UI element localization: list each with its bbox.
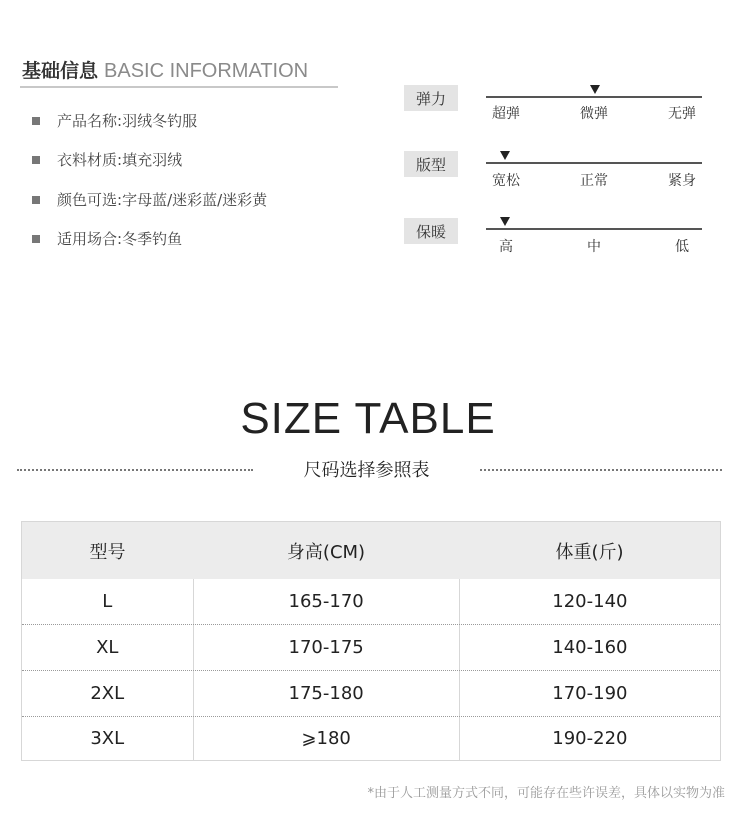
- dotted-divider-left: [17, 469, 253, 471]
- attr-label-warmth: 保暖: [404, 218, 458, 244]
- info-item-value: 羽绒冬钓服: [122, 112, 198, 130]
- basic-info-underline: [20, 86, 338, 88]
- cell-model: 2XL: [90, 683, 125, 704]
- info-item-material: [32, 149, 182, 170]
- table-row: [22, 671, 720, 716]
- cell-height: 165-170: [193, 579, 460, 624]
- bullet-icon: [32, 196, 40, 204]
- attr-options-warmth: [476, 236, 712, 256]
- attr-scale-line: [486, 228, 702, 230]
- cell-model: XL: [96, 637, 119, 658]
- bullet-icon: [32, 156, 40, 164]
- selected-marker-icon: [500, 151, 510, 160]
- attr-options-elasticity: [476, 103, 712, 123]
- attr-option: 低: [675, 239, 689, 255]
- header-height: 身高(CM): [286, 541, 366, 563]
- attr-scale-line: [486, 162, 702, 164]
- size-table: [21, 521, 721, 761]
- info-item-occasion: [32, 228, 182, 249]
- cell-height: 175-180: [193, 671, 460, 716]
- basic-info-title-en: BASIC INFORMATION: [104, 60, 309, 82]
- bullet-icon: [32, 117, 40, 125]
- info-item-label: 衣料材质:: [57, 151, 123, 169]
- table-row: [22, 579, 720, 624]
- cell-model: L: [102, 591, 113, 612]
- info-item-label: 颜色可选:: [57, 191, 123, 209]
- size-table-footnote: *由于人工测量方式不同，可能存在些许误差，具体以实物为准: [367, 786, 725, 801]
- attr-option: 无弹: [668, 106, 696, 122]
- dotted-divider-right: [480, 469, 722, 471]
- cell-model: 3XL: [90, 728, 125, 749]
- header-model: 型号: [89, 541, 126, 563]
- selected-marker-icon: [590, 85, 600, 94]
- attr-option: 紧身: [668, 173, 696, 189]
- basic-info-title-cn: 基础信息: [22, 60, 99, 82]
- header-weight: 体重(斤): [555, 541, 624, 563]
- attr-scale-line: [486, 96, 702, 98]
- basic-info-title: [22, 56, 308, 83]
- attr-label-elasticity: 弹力: [404, 85, 458, 111]
- cell-height: ⩾180: [193, 717, 460, 760]
- info-item-product-name: [32, 110, 197, 131]
- attr-option: 正常: [580, 173, 608, 189]
- info-item-value: 冬季钓鱼: [122, 230, 183, 248]
- attr-option: 微弹: [580, 106, 608, 122]
- table-row: [22, 717, 720, 760]
- attr-label-fit: 版型: [404, 151, 458, 177]
- cell-height: 170-175: [193, 625, 460, 670]
- info-item-value: 填充羽绒: [122, 151, 183, 169]
- attr-option: 高: [499, 239, 513, 255]
- table-header-row: [22, 522, 720, 579]
- table-row: [22, 625, 720, 670]
- info-item-value: 字母蓝/迷彩蓝/迷彩黄: [122, 191, 268, 209]
- selected-marker-icon: [500, 217, 510, 226]
- cell-weight: 120-140: [552, 591, 628, 612]
- attr-option: 超弹: [492, 106, 520, 122]
- info-item-label: 产品名称:: [57, 112, 123, 130]
- cell-weight: 140-160: [552, 637, 628, 658]
- bullet-icon: [32, 235, 40, 243]
- size-table-subtitle: 尺码选择参照表: [303, 460, 430, 481]
- cell-weight: 170-190: [552, 683, 628, 704]
- size-table-title: SIZE TABLE: [240, 394, 496, 443]
- attr-option: 宽松: [492, 173, 520, 189]
- info-item-colors: [32, 189, 267, 210]
- info-item-label: 适用场合:: [57, 230, 123, 248]
- attr-option: 中: [587, 239, 601, 255]
- attr-options-fit: [476, 170, 712, 190]
- cell-weight: 190-220: [552, 728, 628, 749]
